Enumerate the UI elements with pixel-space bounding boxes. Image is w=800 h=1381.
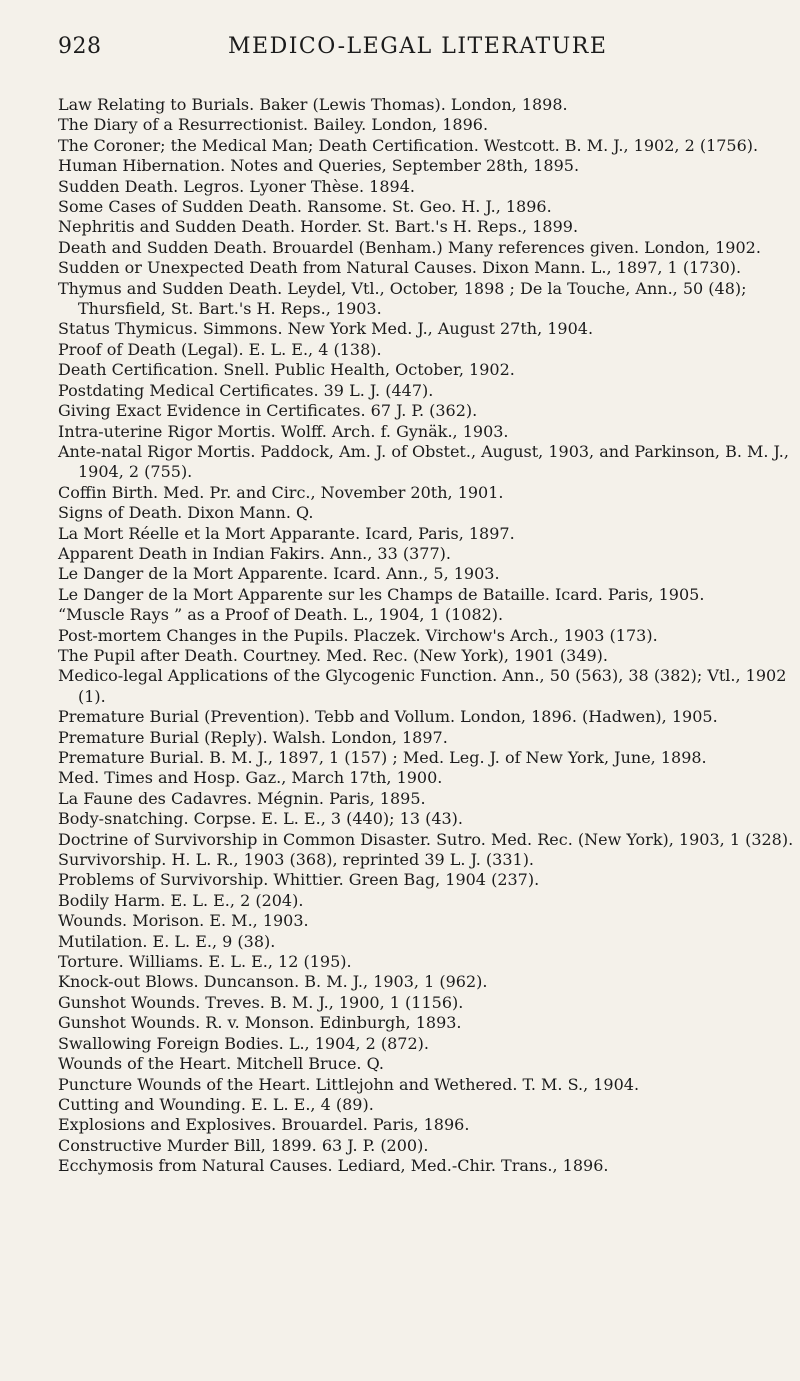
bibliography-entry: Premature Burial (Prevention). Tebb and Vollum. London, 1896. (Hadwen), 1905. [58,707,718,727]
bibliography-entry: Cutting and Wounding. E. L. E., 4 (89). [58,1094,374,1114]
bibliography-entry: Constructive Murder Bill, 1899. 63 J. P. (200). [58,1135,429,1155]
running-header [58,34,770,74]
bibliography-entry: Coffin Birth. Med. Pr. and Circ., November 20th, 1901. [58,482,504,502]
bibliography-entry: La Mort Réelle et la Mort Apparante. Icard, Paris, 1897. [58,523,515,543]
bibliography-entry: Wounds of the Heart. Mitchell Bruce. Q. [58,1054,384,1074]
bibliography-entry: Thymus and Sudden Death. Leydel, Vtl., October, 1898 ; De la Touche, Ann., 50 (48); Thursfield, St. Bart.'s H. Reps., 1903. [58,278,747,319]
bibliography-list [58,95,794,1177]
bibliography-entry: Medico-legal Applications of the Glycogenic Function. Ann., 50 (563), 38 (382); Vtl., 1902 (1). [58,666,787,706]
bibliography-entry: Premature Burial (Reply). Walsh. London, 1897. [58,727,448,747]
bibliography-entry: Body-snatching. Corpse. E. L. E., 3 (440); 13 (43). [58,809,464,829]
bibliography-entry: Torture. Williams. E. L. E., 12 (195). [58,952,352,972]
bibliography-entry: Le Danger de la Mort Apparente. Icard. Ann., 5, 1903. [58,564,500,584]
bibliography-entry: Gunshot Wounds. Treves. B. M. J., 1900, 1 (1156). [58,992,464,1012]
bibliography-entry: Puncture Wounds of the Heart. Littlejohn and Wethered. T. M. S., 1904. [58,1074,640,1094]
bibliography-entry: Gunshot Wounds. R. v. Monson. Edinburgh, 1893. [58,1013,462,1033]
running-title: MEDICO-LEGAL LITERATURE [228,34,608,59]
bibliography-entry: Some Cases of Sudden Death. Ransome. St. Geo. H. J., 1896. [58,197,552,217]
bibliography-entry: La Faune des Cadavres. Mégnin. Paris, 1895. [58,788,426,808]
page-number: 928 [58,34,102,59]
bibliography-entry: Nephritis and Sudden Death. Horder. St. Bart.'s H. Reps., 1899. [58,217,579,237]
bibliography-entry: Post-mortem Changes in the Pupils. Placzek. Virchow's Arch., 1903 (173). [58,625,658,645]
bibliography-entry: Law Relating to Burials. Baker (Lewis Thomas). London, 1898. [58,95,568,114]
bibliography-entry: Mutilation. E. L. E., 9 (38). [58,931,276,951]
bibliography-entry: Signs of Death. Dixon Mann. Q. [58,503,314,523]
bibliography-entry: Death Certification. Snell. Public Health, October, 1902. [58,360,515,380]
bibliography-entry: “Muscle Rays ” as a Proof of Death. L., 1904, 1 (1082). [58,605,504,625]
bibliography-entry: Ecchymosis from Natural Causes. Lediard, Med.-Chir. Trans., 1896. [58,1156,609,1176]
bibliography-entry: Postdating Medical Certificates. 39 L. J. (447). [58,380,434,400]
bibliography-entry: Bodily Harm. E. L. E., 2 (204). [58,890,304,910]
bibliography-entry: Med. Times and Hosp. Gaz., March 17th, 1900. [58,768,443,788]
bibliography-entry: The Diary of a Resurrectionist. Bailey. London, 1896. [58,115,489,135]
bibliography-entry: Doctrine of Survivorship in Common Disaster. Sutro. Med. Rec. (New York), 1903, 1 (328). [58,829,794,849]
bibliography-entry: Sudden Death. Legros. Lyoner Thèse. 1894. [58,176,415,196]
bibliography-entry: The Pupil after Death. Courtney. Med. Rec. (New York), 1901 (349). [58,645,608,665]
bibliography-entry: Explosions and Explosives. Brouardel. Paris, 1896. [58,1115,470,1135]
bibliography-entry: Knock-out Blows. Duncanson. B. M. J., 1903, 1 (962). [58,972,488,992]
bibliography-entry: Intra-uterine Rigor Mortis. Wolff. Arch. f. Gynäk., 1903. [58,421,509,441]
bibliography-entry: Human Hibernation. Notes and Queries, September 28th, 1895. [58,156,580,176]
bibliography-entry: Survivorship. H. L. R., 1903 (368), reprinted 39 L. J. (331). [58,850,535,870]
bibliography-entry: Sudden or Unexpected Death from Natural Causes. Dixon Mann. L., 1897, 1 (1730). [58,258,742,278]
bibliography-entry: Status Thymicus. Simmons. New York Med. J., August 27th, 1904. [58,319,594,339]
bibliography-entry: Problems of Survivorship. Whittier. Green Bag, 1904 (237). [58,870,540,890]
bibliography-entry: Giving Exact Evidence in Certificates. 67 J. P. (362). [58,401,478,421]
bibliography-entry: Apparent Death in Indian Fakirs. Ann., 33 (377). [58,543,451,563]
bibliography-entry: The Coroner; the Medical Man; Death Certification. Westcott. B. M. J., 1902, 2 (1756). [58,135,759,155]
bibliography-entry: Premature Burial. B. M. J., 1897, 1 (157) ; Med. Leg. J. of New York, June, 1898. [58,748,707,767]
bibliography-entry: Death and Sudden Death. Brouardel (Benham.) Many references given. London, 1902. [58,237,761,257]
bibliography-entry: Le Danger de la Mort Apparente sur les Champs de Bataille. Icard. Paris, 1905. [58,584,705,604]
bibliography-entry: Proof of Death (Legal). E. L. E., 4 (138). [58,339,382,359]
bibliography-entry: Swallowing Foreign Bodies. L., 1904, 2 (872). [58,1033,429,1053]
bibliography-entry: Ante-natal Rigor Mortis. Paddock, Am. J. of Obstet., August, 1903, and Parkinson, B. M. J., 1904, 2 (755). [58,441,789,482]
bibliography-entry: Wounds. Morison. E. M., 1903. [58,911,309,931]
